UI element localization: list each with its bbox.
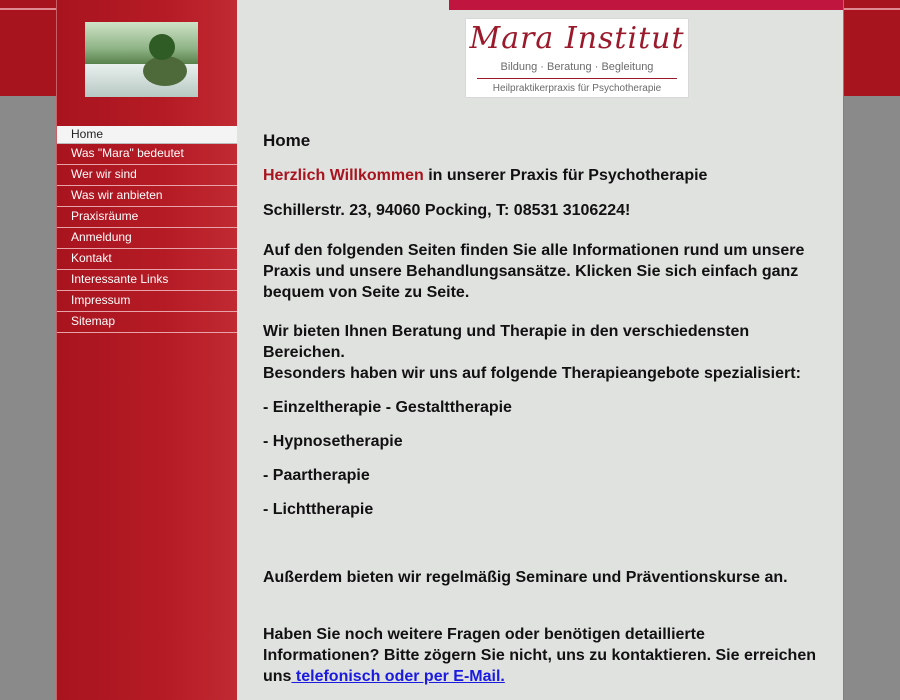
nav-item-sitemap[interactable]: Sitemap xyxy=(57,312,237,333)
main-content xyxy=(263,130,823,687)
nav-item-home[interactable]: Home xyxy=(57,126,237,144)
header-accent-strip xyxy=(449,0,843,10)
page-title: Home xyxy=(263,131,311,150)
contact-link[interactable]: telefonisch oder per E-Mail. xyxy=(291,668,505,685)
logo-divider xyxy=(477,78,677,79)
logo[interactable] xyxy=(465,18,689,98)
intro-paragraph: Auf den folgenden Seiten finden Sie alle Informationen rund um unsere Praxis und unsere Behandlungsansätze. Klicken Sie sich einfach ganz bequem von Seite zu Seite. xyxy=(263,242,805,301)
logo-tagline: Bildung · Beratung · Begleitung xyxy=(500,61,654,73)
header-photo xyxy=(85,22,198,97)
welcome-line xyxy=(263,165,823,186)
nav-item-kontakt[interactable]: Kontakt xyxy=(57,249,237,270)
welcome-text: in unserer Praxis für Psychotherapie xyxy=(423,167,708,184)
logo-title: Mara Institut xyxy=(469,21,685,56)
nav-item-was-mara-bedeutet[interactable]: Was "Mara" bedeutet xyxy=(57,144,237,165)
questions-paragraph xyxy=(263,624,823,687)
logo-subtitle: Heilpraktikerpraxis für Psychotherapie xyxy=(492,83,662,94)
therapy-item: - Lichttherapie xyxy=(263,501,374,518)
welcome-accent: Herzlich Willkommen xyxy=(263,167,424,184)
questions-text: Haben Sie noch weitere Fragen oder benötigen detaillierte Informationen? Bitte zögern Sie nicht, uns zu kontaktieren. Sie erreichen uns xyxy=(263,626,816,685)
sidebar xyxy=(57,0,237,700)
nav-item-impressum[interactable]: Impressum xyxy=(57,291,237,312)
nav-item-praxisraeume[interactable]: Praxisräume xyxy=(57,207,237,228)
nav-item-wer-wir-sind[interactable]: Wer wir sind xyxy=(57,165,237,186)
therapy-item: - Einzeltherapie - Gestalttherapie xyxy=(263,399,512,416)
seminars-line: Außerdem bieten wir regelmäßig Seminare und Präventionskurse an. xyxy=(263,569,788,586)
photo-plant xyxy=(149,34,175,60)
specialization-line: Besonders haben wir uns auf folgende Therapieangebote spezialisiert: xyxy=(263,365,801,382)
nav-item-was-wir-anbieten[interactable]: Was wir anbieten xyxy=(57,186,237,207)
photo-rock xyxy=(143,56,187,86)
page-container xyxy=(56,0,844,700)
address-line: Schillerstr. 23, 94060 Pocking, T: 08531 3106224! xyxy=(263,202,631,219)
therapy-item: - Hypnosetherapie xyxy=(263,433,403,450)
therapy-item: - Paartherapie xyxy=(263,467,370,484)
nav-item-interessante-links[interactable]: Interessante Links xyxy=(57,270,237,291)
offer-paragraph: Wir bieten Ihnen Beratung und Therapie in den verschiedensten Bereichen. xyxy=(263,323,750,361)
nav-item-anmeldung[interactable]: Anmeldung xyxy=(57,228,237,249)
main-nav xyxy=(57,126,237,333)
